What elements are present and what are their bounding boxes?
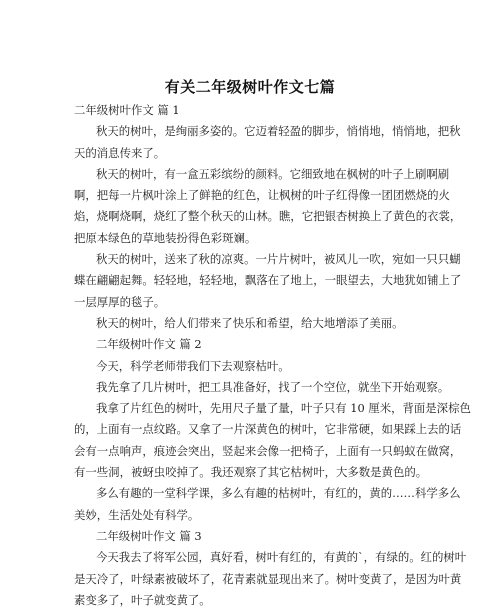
section-heading: 二年级树叶作文 篇 1 — [74, 103, 180, 117]
paragraph-line: 秋天的树叶，是绚丽多姿的。它迈着轻盈的脚步，悄悄地，悄悄地，把秋 — [96, 124, 461, 139]
paragraph-line: 秋天的树叶，有一盒五彩缤纷的颜料。它细致地在枫树的叶子上刷啊刷 — [96, 166, 450, 181]
paragraph-line: 蝶在翩翩起舞。轻轻地，轻轻地，飘落在了地上，一眼望去，大地犹如铺上了 — [74, 273, 462, 288]
paragraph-line: 有一些洞，被蚜虫咬掉了。我还观察了其它枯树叶，大多数是黄色的。 — [74, 465, 428, 480]
paragraph-line: 一层厚厚的毯子。 — [74, 294, 166, 309]
paragraph-line: 今天我去了将军公园，真好看，树叶有红的，有黄的`，有绿的。红的树叶 — [96, 550, 467, 565]
paragraph-line: 啊，把每一片枫叶涂上了鲜艳的红色，让枫树的叶子红得像一团团燃烧的火 — [74, 188, 450, 203]
paragraph-line: 秋天的树叶，送来了秋的凉爽。一片片树叶，被风儿一吹，宛如一只只蝴 — [96, 252, 461, 267]
paragraph-line: 我拿了片红色的树叶，先用尺子量了量，叶子只有 10 厘米，背面是深棕色 — [96, 401, 471, 416]
document-title: 有关二年级树叶作文七篇 — [164, 78, 336, 96]
paragraph-line: 我先拿了几片树叶，把工具准备好，找了一个空位，就坐下开始观察。 — [96, 379, 450, 394]
paragraph-line: 天的消息传来了。 — [74, 145, 166, 160]
paragraph-line: 多么有趣的一堂科学课，多么有趣的枯树叶，有红的，黄的……科学多么 — [96, 486, 461, 501]
document-body — [74, 100, 471, 611]
paragraph-line: 美妙，生活处处有科学。 — [74, 507, 200, 522]
paragraph-line: 把原本绿色的草地装扮得色彩斑斓。 — [74, 230, 257, 245]
section-heading: 二年级树叶作文 篇 3 — [96, 528, 202, 543]
paragraph-line: 今天，科学老师带我们下去观察枯叶。 — [96, 358, 290, 373]
paragraph-line: 素变多了，叶子就变黄了。 — [74, 592, 211, 607]
paragraph-line: 是天冷了，叶绿素被破坏了，花青素就显现出来了。树叶变黄了，是因为叶黄 — [74, 571, 462, 586]
paragraph-line: 焰，烧啊烧啊，烧红了整个秋天的山林。瞧，它把银杏树换上了黄色的衣裳， — [74, 209, 462, 224]
paragraph-line: 的，上面有一点纹路。又拿了一片深黄色的树叶，它非常硬，如果踩上去的话 — [74, 422, 462, 437]
paragraph-line: 会有一点响声，痕迹会突出，竖起来会像一把椅子，上面有一只蚂蚁在做窝， — [74, 443, 462, 458]
section-heading: 二年级树叶作文 篇 2 — [96, 337, 202, 352]
paragraph-line: 秋天的树叶，给人们带来了快乐和希望，给大地增添了美丽。 — [96, 315, 404, 330]
